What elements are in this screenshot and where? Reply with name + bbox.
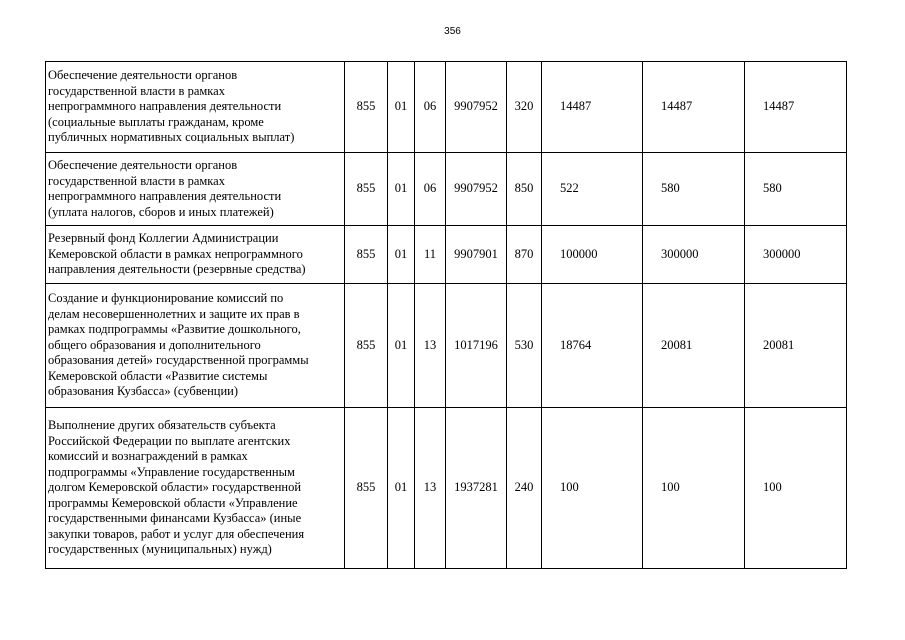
row-description xyxy=(46,408,345,569)
description-line: общего образования и дополнительного xyxy=(48,337,261,352)
amount-year-2: 300000 xyxy=(643,226,745,284)
amount-year-3: 14487 xyxy=(745,62,847,153)
table-row xyxy=(46,153,847,226)
table-row xyxy=(46,284,847,408)
subsection-code: 06 xyxy=(415,153,446,226)
amount-year-3: 300000 xyxy=(745,226,847,284)
description-line: непрограммного направления деятельности xyxy=(48,189,282,203)
amount-year-2: 100 xyxy=(643,408,745,569)
row-description xyxy=(46,226,345,284)
amount-year-1: 100 xyxy=(542,408,643,569)
description-line: непрограммного направления деятельности xyxy=(48,99,282,114)
section-code: 01 xyxy=(388,62,415,153)
description-line: Кемеровской области «Развитие системы xyxy=(48,368,268,383)
description-line: рамках подпрограммы «Развитие дошкольного, xyxy=(48,322,301,337)
description-line: программы Кемеровской области «Управление xyxy=(48,495,298,510)
subsection-code: 13 xyxy=(415,284,446,408)
description-line: Кемеровской области в рамках непрограммного xyxy=(48,246,303,261)
table-row xyxy=(46,226,847,284)
description-line: Создание и функционирование комиссий по xyxy=(48,291,284,306)
description-line: Выполнение других обязательств субъекта xyxy=(48,418,276,433)
description-line: комиссий и вознаграждений в рамках xyxy=(48,449,248,464)
amount-year-1: 18764 xyxy=(542,284,643,408)
description-line: образования Кузбасса» (субвенции) xyxy=(48,384,239,399)
description-line: публичных нормативных социальных выплат) xyxy=(48,130,295,145)
expense-type-code: 240 xyxy=(507,408,542,569)
target-article-code: 9907952 xyxy=(446,153,507,226)
row-description xyxy=(46,153,345,226)
description-line: подпрограммы «Управление государственным xyxy=(48,464,295,479)
section-code: 01 xyxy=(388,284,415,408)
description-line: государственной власти в рамках xyxy=(48,83,225,98)
amount-year-3: 20081 xyxy=(745,284,847,408)
subsection-code: 06 xyxy=(415,62,446,153)
department-code: 855 xyxy=(345,408,388,569)
target-article-code: 1017196 xyxy=(446,284,507,408)
section-code: 01 xyxy=(388,408,415,569)
description-line: Российской Федерации по выплате агентских xyxy=(48,433,291,448)
department-code: 855 xyxy=(345,284,388,408)
table-row xyxy=(46,408,847,569)
row-description xyxy=(46,62,345,153)
page-number: 356 xyxy=(444,26,461,37)
target-article-code: 1937281 xyxy=(446,408,507,569)
description-line: закупки товаров, работ и услуг для обеспечения xyxy=(48,526,305,541)
expense-type-code: 870 xyxy=(507,226,542,284)
department-code: 855 xyxy=(345,62,388,153)
amount-year-3: 100 xyxy=(745,408,847,569)
amount-year-2: 20081 xyxy=(643,284,745,408)
description-line: делам несовершеннолетних и защите их прав в xyxy=(48,306,300,321)
department-code: 855 xyxy=(345,153,388,226)
target-article-code: 9907901 xyxy=(446,226,507,284)
description-line: Обеспечение деятельности органов xyxy=(48,158,238,172)
description-line: (социальные выплаты гражданам, кроме xyxy=(48,114,264,129)
table-row xyxy=(46,62,847,153)
description-line: Резервный фонд Коллегии Администрации xyxy=(48,231,279,246)
row-description xyxy=(46,284,345,408)
amount-year-2: 14487 xyxy=(643,62,745,153)
description-line: (уплата налогов, сборов и иных платежей) xyxy=(48,204,274,219)
description-line: Обеспечение деятельности органов xyxy=(48,68,238,83)
expense-type-code: 320 xyxy=(507,62,542,153)
amount-year-1: 14487 xyxy=(542,62,643,153)
expense-type-code: 850 xyxy=(507,153,542,226)
subsection-code: 11 xyxy=(415,226,446,284)
description-line: государственных (муниципальных) нужд) xyxy=(48,542,272,557)
description-line: направления деятельности (резервные средства) xyxy=(48,262,306,277)
section-code: 01 xyxy=(388,153,415,226)
amount-year-2: 580 xyxy=(643,153,745,226)
expense-type-code: 530 xyxy=(507,284,542,408)
description-line: долгом Кемеровской области» государственной xyxy=(48,480,302,495)
description-line: государственными финансами Кузбасса» (иные xyxy=(48,511,302,526)
amount-year-1: 100000 xyxy=(542,226,643,284)
target-article-code: 9907952 xyxy=(446,62,507,153)
section-code: 01 xyxy=(388,226,415,284)
description-line: образования детей» государственной программы xyxy=(48,353,309,368)
department-code: 855 xyxy=(345,226,388,284)
budget-table xyxy=(45,61,847,569)
amount-year-3: 580 xyxy=(745,153,847,226)
amount-year-1: 522 xyxy=(542,153,643,226)
subsection-code: 13 xyxy=(415,408,446,569)
description-line: государственной власти в рамках xyxy=(48,173,225,188)
